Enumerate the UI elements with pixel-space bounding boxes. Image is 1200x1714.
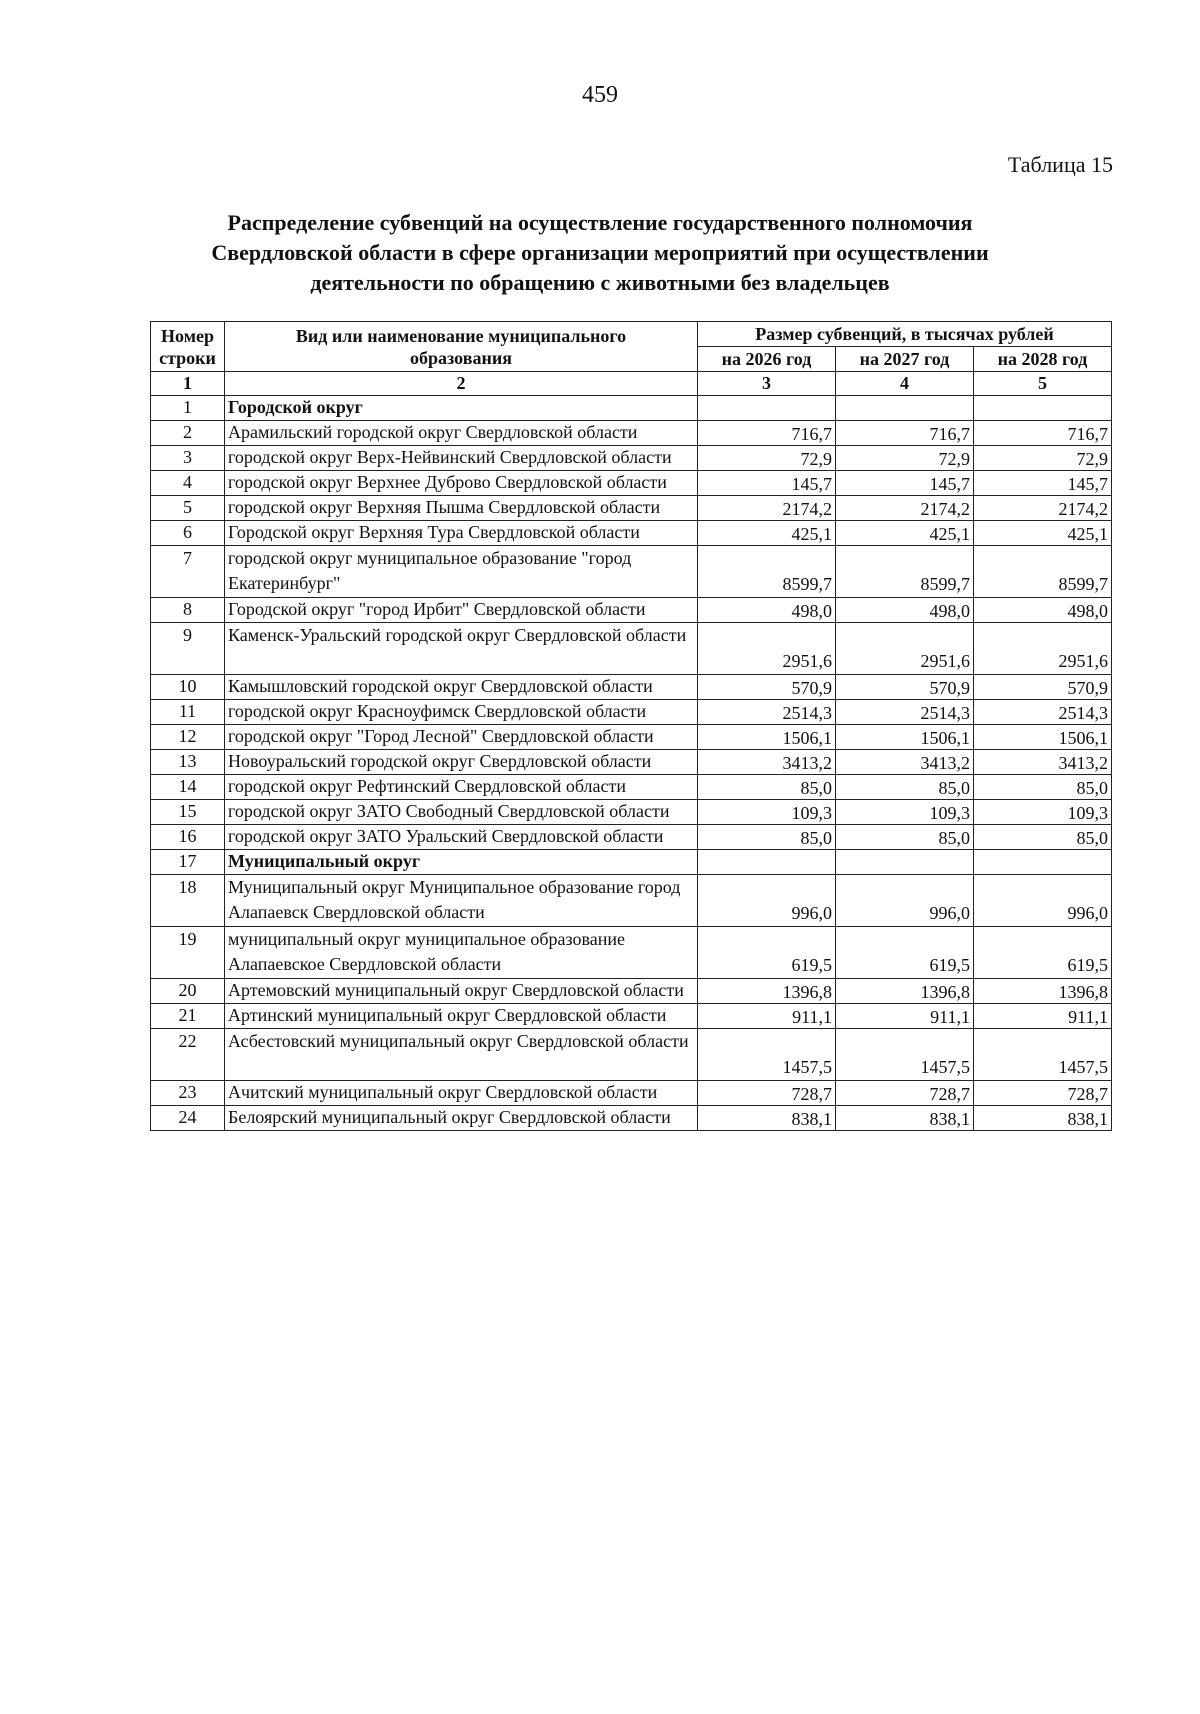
- row-number-cell: 24: [151, 1106, 225, 1131]
- value-2028-cell: 838,1: [974, 1106, 1112, 1131]
- value-2028-cell: 3413,2: [974, 750, 1112, 775]
- table-row: [151, 521, 1112, 546]
- value-2027-cell: 619,5: [836, 927, 974, 979]
- value-2027-cell: 1506,1: [836, 725, 974, 750]
- municipality-name-cell: Асбестовский муниципальный округ Свердловской области: [225, 1029, 698, 1081]
- value-2027-cell: 2514,3: [836, 700, 974, 725]
- value-2028-cell: 2174,2: [974, 496, 1112, 521]
- table-row: [151, 725, 1112, 750]
- value-2027-cell: [836, 850, 974, 875]
- table-row: [151, 927, 1112, 979]
- row-number-cell: 11: [151, 700, 225, 725]
- row-number-cell: 10: [151, 675, 225, 700]
- value-2026-cell: 996,0: [698, 875, 836, 927]
- value-2027-cell: 911,1: [836, 1004, 974, 1029]
- section-row: [151, 850, 1112, 875]
- value-2026-cell: 619,5: [698, 927, 836, 979]
- row-number-cell: 12: [151, 725, 225, 750]
- table-row: [151, 421, 1112, 446]
- table-row: [151, 496, 1112, 521]
- value-2027-cell: [836, 396, 974, 421]
- value-2027-cell: 716,7: [836, 421, 974, 446]
- column-number: 5: [974, 372, 1112, 396]
- municipality-name-cell: Каменск-Уральский городской округ Свердловской области: [225, 623, 698, 675]
- table-row: [151, 675, 1112, 700]
- value-2026-cell: 570,9: [698, 675, 836, 700]
- value-2028-cell: 85,0: [974, 775, 1112, 800]
- table-row: [151, 471, 1112, 496]
- municipality-name-cell: городской округ Верхнее Дуброво Свердловской области: [225, 471, 698, 496]
- municipality-name-cell: городской округ ЗАТО Свободный Свердловской области: [225, 800, 698, 825]
- municipality-name-cell: Городской округ Верхняя Тура Свердловской области: [225, 521, 698, 546]
- value-2026-cell: 145,7: [698, 471, 836, 496]
- value-2026-cell: 1457,5: [698, 1029, 836, 1081]
- table-row: [151, 979, 1112, 1004]
- row-number-cell: 13: [151, 750, 225, 775]
- value-2028-cell: 2951,6: [974, 623, 1112, 675]
- column-number: 2: [225, 372, 698, 396]
- row-number-cell: 20: [151, 979, 225, 1004]
- table-row: [151, 446, 1112, 471]
- title-line: Распределение субвенций на осуществление государственного полномочия: [227, 210, 973, 235]
- page-number: 459: [582, 82, 618, 108]
- header-row-number-line2: строки: [159, 347, 216, 368]
- municipality-name-cell: муниципальный округ муниципальное образование Алапаевское Свердловской области: [225, 927, 698, 979]
- value-2027-cell: 1457,5: [836, 1029, 974, 1081]
- table-row: [151, 750, 1112, 775]
- value-2028-cell: 996,0: [974, 875, 1112, 927]
- table-row: [151, 825, 1112, 850]
- value-2028-cell: 72,9: [974, 446, 1112, 471]
- value-2028-cell: 1506,1: [974, 725, 1112, 750]
- value-2028-cell: 619,5: [974, 927, 1112, 979]
- value-2026-cell: 3413,2: [698, 750, 836, 775]
- table-row: [151, 546, 1112, 598]
- value-2026-cell: 2514,3: [698, 700, 836, 725]
- value-2028-cell: 1457,5: [974, 1029, 1112, 1081]
- municipality-name-cell: Муниципальный округ Муниципальное образование город Алапаевск Свердловской области: [225, 875, 698, 927]
- value-2027-cell: 996,0: [836, 875, 974, 927]
- value-2028-cell: 145,7: [974, 471, 1112, 496]
- municipality-name-cell: городской округ Красноуфимск Свердловской области: [225, 700, 698, 725]
- value-2028-cell: 716,7: [974, 421, 1112, 446]
- row-number-cell: 19: [151, 927, 225, 979]
- value-2028-cell: 85,0: [974, 825, 1112, 850]
- value-2027-cell: 498,0: [836, 598, 974, 623]
- value-2027-cell: 570,9: [836, 675, 974, 700]
- value-2026-cell: 8599,7: [698, 546, 836, 598]
- value-2028-cell: [974, 850, 1112, 875]
- value-2027-cell: 1396,8: [836, 979, 974, 1004]
- table-row: [151, 1106, 1112, 1131]
- header-row-number: [151, 322, 225, 372]
- municipality-name-cell: Арамильский городской округ Свердловской области: [225, 421, 698, 446]
- municipality-name-cell: городской округ Рефтинский Свердловской области: [225, 775, 698, 800]
- header-name-line1: Вид или наименование муниципального: [295, 325, 627, 346]
- value-2026-cell: 2951,6: [698, 623, 836, 675]
- value-2028-cell: 1396,8: [974, 979, 1112, 1004]
- value-2026-cell: 911,1: [698, 1004, 836, 1029]
- municipality-name-cell: Муниципальный округ: [225, 850, 698, 875]
- value-2027-cell: 85,0: [836, 825, 974, 850]
- value-2028-cell: 109,3: [974, 800, 1112, 825]
- header-row-number-line1: Номер: [161, 325, 214, 346]
- municipality-name-cell: городской округ ЗАТО Уральский Свердловской области: [225, 825, 698, 850]
- value-2027-cell: 109,3: [836, 800, 974, 825]
- table-label: Таблица 15: [1007, 152, 1113, 177]
- row-number-cell: 5: [151, 496, 225, 521]
- value-2026-cell: 85,0: [698, 825, 836, 850]
- municipality-name-cell: Городской округ: [225, 396, 698, 421]
- value-2028-cell: 425,1: [974, 521, 1112, 546]
- value-2026-cell: 728,7: [698, 1081, 836, 1106]
- value-2027-cell: 72,9: [836, 446, 974, 471]
- municipality-name-cell: Артинский муниципальный округ Свердловской области: [225, 1004, 698, 1029]
- row-number-cell: 3: [151, 446, 225, 471]
- table-row: [151, 623, 1112, 675]
- municipality-name-cell: Новоуральский городской округ Свердловской области: [225, 750, 698, 775]
- table-row: [151, 1004, 1112, 1029]
- row-number-cell: 21: [151, 1004, 225, 1029]
- value-2026-cell: 1506,1: [698, 725, 836, 750]
- municipality-name-cell: городской округ муниципальное образование "город Екатеринбург": [225, 546, 698, 598]
- header-year-2027: на 2027 год: [836, 347, 974, 372]
- value-2028-cell: [974, 396, 1112, 421]
- row-number-cell: 4: [151, 471, 225, 496]
- value-2027-cell: 85,0: [836, 775, 974, 800]
- value-2026-cell: 85,0: [698, 775, 836, 800]
- municipality-name-cell: Белоярский муниципальный округ Свердловской области: [225, 1106, 698, 1131]
- header-name-line2: образования: [410, 347, 512, 368]
- document-title: [150, 208, 1050, 298]
- value-2026-cell: 716,7: [698, 421, 836, 446]
- row-number-cell: 7: [151, 546, 225, 598]
- value-2028-cell: 498,0: [974, 598, 1112, 623]
- municipality-name-cell: Городской округ "город Ирбит" Свердловской области: [225, 598, 698, 623]
- row-number-cell: 15: [151, 800, 225, 825]
- value-2027-cell: 728,7: [836, 1081, 974, 1106]
- value-2028-cell: 8599,7: [974, 546, 1112, 598]
- value-2028-cell: 570,9: [974, 675, 1112, 700]
- table-row: [151, 775, 1112, 800]
- row-number-cell: 14: [151, 775, 225, 800]
- value-2026-cell: 72,9: [698, 446, 836, 471]
- table-row: [151, 700, 1112, 725]
- column-number: 1: [151, 372, 225, 396]
- value-2027-cell: 2951,6: [836, 623, 974, 675]
- municipality-name-cell: Ачитский муниципальный округ Свердловской области: [225, 1081, 698, 1106]
- value-2027-cell: 8599,7: [836, 546, 974, 598]
- value-2028-cell: 2514,3: [974, 700, 1112, 725]
- row-number-cell: 9: [151, 623, 225, 675]
- section-row: [151, 396, 1112, 421]
- table-row: [151, 1081, 1112, 1106]
- value-2026-cell: 1396,8: [698, 979, 836, 1004]
- value-2027-cell: 2174,2: [836, 496, 974, 521]
- row-number-cell: 8: [151, 598, 225, 623]
- value-2026-cell: 2174,2: [698, 496, 836, 521]
- value-2028-cell: 728,7: [974, 1081, 1112, 1106]
- title-line: деятельности по обращению с животными без владельцев: [310, 270, 890, 295]
- municipality-name-cell: городской округ "Город Лесной" Свердловской области: [225, 725, 698, 750]
- row-number-cell: 18: [151, 875, 225, 927]
- value-2026-cell: 109,3: [698, 800, 836, 825]
- municipality-name-cell: Артемовский муниципальный округ Свердловской области: [225, 979, 698, 1004]
- value-2027-cell: 425,1: [836, 521, 974, 546]
- value-2026-cell: 498,0: [698, 598, 836, 623]
- value-2027-cell: 145,7: [836, 471, 974, 496]
- value-2028-cell: 911,1: [974, 1004, 1112, 1029]
- header-name: [225, 322, 698, 372]
- row-number-cell: 23: [151, 1081, 225, 1106]
- row-number-cell: 6: [151, 521, 225, 546]
- table-row: [151, 800, 1112, 825]
- row-number-cell: 16: [151, 825, 225, 850]
- row-number-cell: 1: [151, 396, 225, 421]
- value-2026-cell: 838,1: [698, 1106, 836, 1131]
- municipality-name-cell: городской округ Верх-Нейвинский Свердловской области: [225, 446, 698, 471]
- title-line: Свердловской области в сфере организации мероприятий при осуществлении: [211, 240, 989, 265]
- value-2026-cell: [698, 396, 836, 421]
- municipality-name-cell: Камышловский городской округ Свердловской области: [225, 675, 698, 700]
- header-subvention-size: Размер субвенций, в тысячах рублей: [698, 322, 1112, 347]
- value-2027-cell: 3413,2: [836, 750, 974, 775]
- subvention-table: [150, 321, 1112, 1131]
- table-row: [151, 875, 1112, 927]
- municipality-name-cell: городской округ Верхняя Пышма Свердловской области: [225, 496, 698, 521]
- header-year-2028: на 2028 год: [974, 347, 1112, 372]
- column-number: 3: [698, 372, 836, 396]
- value-2026-cell: 425,1: [698, 521, 836, 546]
- table-row: [151, 1029, 1112, 1081]
- table-row: [151, 598, 1112, 623]
- column-number: 4: [836, 372, 974, 396]
- value-2027-cell: 838,1: [836, 1106, 974, 1131]
- row-number-cell: 2: [151, 421, 225, 446]
- header-year-2026: на 2026 год: [698, 347, 836, 372]
- row-number-cell: 17: [151, 850, 225, 875]
- value-2026-cell: [698, 850, 836, 875]
- row-number-cell: 22: [151, 1029, 225, 1081]
